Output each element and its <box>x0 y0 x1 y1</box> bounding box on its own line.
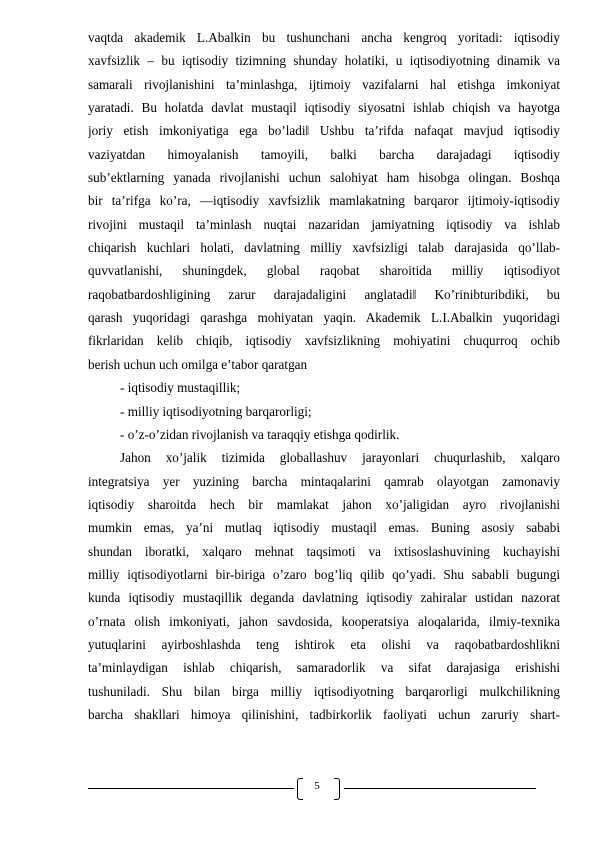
text-line: joriy etish imkoniyatiga ega bo’ladi‖ Ushbu ta’rifda nafaqat mavjud iqtisodiy <box>88 123 560 139</box>
text-line: milliy iqtisodiyotlarni bir-biriga o’zaro bog’liq qilib qo’yadi. Shu sababli bugungi <box>88 566 560 582</box>
list-item: - milliy iqtisodiyotning barqarorligi; <box>120 403 312 419</box>
factor-list <box>88 376 560 446</box>
list-item: - o’z-o’zidan rivojlanish va taraqqiy etishga qodirlik. <box>120 426 400 442</box>
page-number: 5 <box>314 780 320 792</box>
text-line: quvvatlanishi, shuningdek, global raqobat sharoitida milliy iqtisodiyot <box>88 263 560 279</box>
text-line: barcha shakllari himoya qilinishini, tadbirkorlik faoliyati uchun zaruriy shart- <box>88 706 560 722</box>
text-line: o’rnata olish imkoniyati, jahon savdosida, kooperatsiya aloqalarida, ilmiy-texnika <box>88 613 560 629</box>
text-line: samarali rivojlanishini ta’minlashga, ijtimoiy vazifalarni hal etishga imkoniyat <box>88 76 560 92</box>
text-line: chiqarish kuchlari holati, davlatning milliy xavfsizligi talab darajasida qo’llab- <box>88 240 560 256</box>
text-line: integratsiya yer yuzining barcha mintaqalarini qamrab olayotgan zamonaviy <box>88 473 560 489</box>
text-line: ta’minlaydigan ishlab chiqarish, samaradorlik va sifat darajasiga erishishi <box>88 660 560 676</box>
list-item: - iqtisodiy mustaqillik; <box>120 380 241 396</box>
text-line: iqtisodiy sharoitda hech bir mamlakat jahon xo’jaligidan ayro rivojlanishi <box>88 496 560 512</box>
text-line: bir ta’rifga ko’ra, ―iqtisodiy xavfsizlik mamlakatning barqaror ijtimoiy-iqtisodiy <box>88 193 560 209</box>
right-bracket-icon <box>334 778 340 800</box>
text-line: vaziyatdan himoyalanish tamoyili, balki barcha darajadagi iqtisodiy <box>88 146 560 162</box>
text-line: yaratadi. Bu holatda davlat mustaqil iqtisodiy siyosatni ishlab chiqish va hayotga <box>88 100 560 116</box>
text-line: kunda iqtisodiy mustaqillik deganda davlatning iqtisodiy zahiralar ustidan nazorat <box>88 590 560 606</box>
text-line: Jahon xo’jalik tizimida globallashuv jarayonlari chuqurlashib, xalqaro <box>120 450 560 466</box>
text-line: xavfsizlik – bu iqtisodiy tizimning shunday holatiki, u iqtisodiyotning dinamik va <box>88 53 560 69</box>
paragraph-2 <box>88 446 560 726</box>
page-footer <box>0 772 595 812</box>
text-line: raqobatbardoshligining zarur darajadaligini anglatadi‖ Ko’rinibturibdiki, bu <box>88 286 560 302</box>
text-line: yutuqlarini ayirboshlashda teng ishtirok eta olishi va raqobatbardoshlikni <box>88 636 560 652</box>
text-line: mumkin emas, ya’ni mutlaq iqtisodiy mustaqil emas. Buning asosiy sababi <box>88 520 560 536</box>
paragraph-1 <box>88 26 560 376</box>
text-line: shundan iboratki, xalqaro mehnat taqsimoti va ixtisoslashuvining kuchayishi <box>88 543 560 559</box>
text-line: qarash yuqoridagi qarashga mohiyatan yaqin. Akademik L.I.Abalkin yuqoridagi <box>88 310 560 326</box>
text-line: sub’ektlarning yanada rivojlanishi uchun salohiyat ham hisobga olingan. Boshqa <box>88 170 560 186</box>
text-line: tushuniladi. Shu bilan birga milliy iqtisodiyotning barqarorligi mulkchilikning <box>88 683 560 699</box>
text-line: berish uchun uch omilga e’tabor qaratgan <box>88 356 308 372</box>
footer-rule-right <box>344 788 536 789</box>
text-line: vaqtda akademik L.Abalkin bu tushunchani ancha kengroq yoritadi: iqtisodiy <box>88 30 560 45</box>
text-line: fikrlaridan kelib chiqib, iqtisodiy xavfsizlikning mohiyatini chuqurroq ochib <box>88 333 560 349</box>
left-bracket-icon <box>297 778 303 800</box>
body-text <box>88 26 560 726</box>
text-line: rivojini mustaqil ta’minlash nuqtai nazaridan jamiyatning iqtisodiy va ishlab <box>88 216 560 232</box>
footer-rule-left <box>88 788 294 789</box>
